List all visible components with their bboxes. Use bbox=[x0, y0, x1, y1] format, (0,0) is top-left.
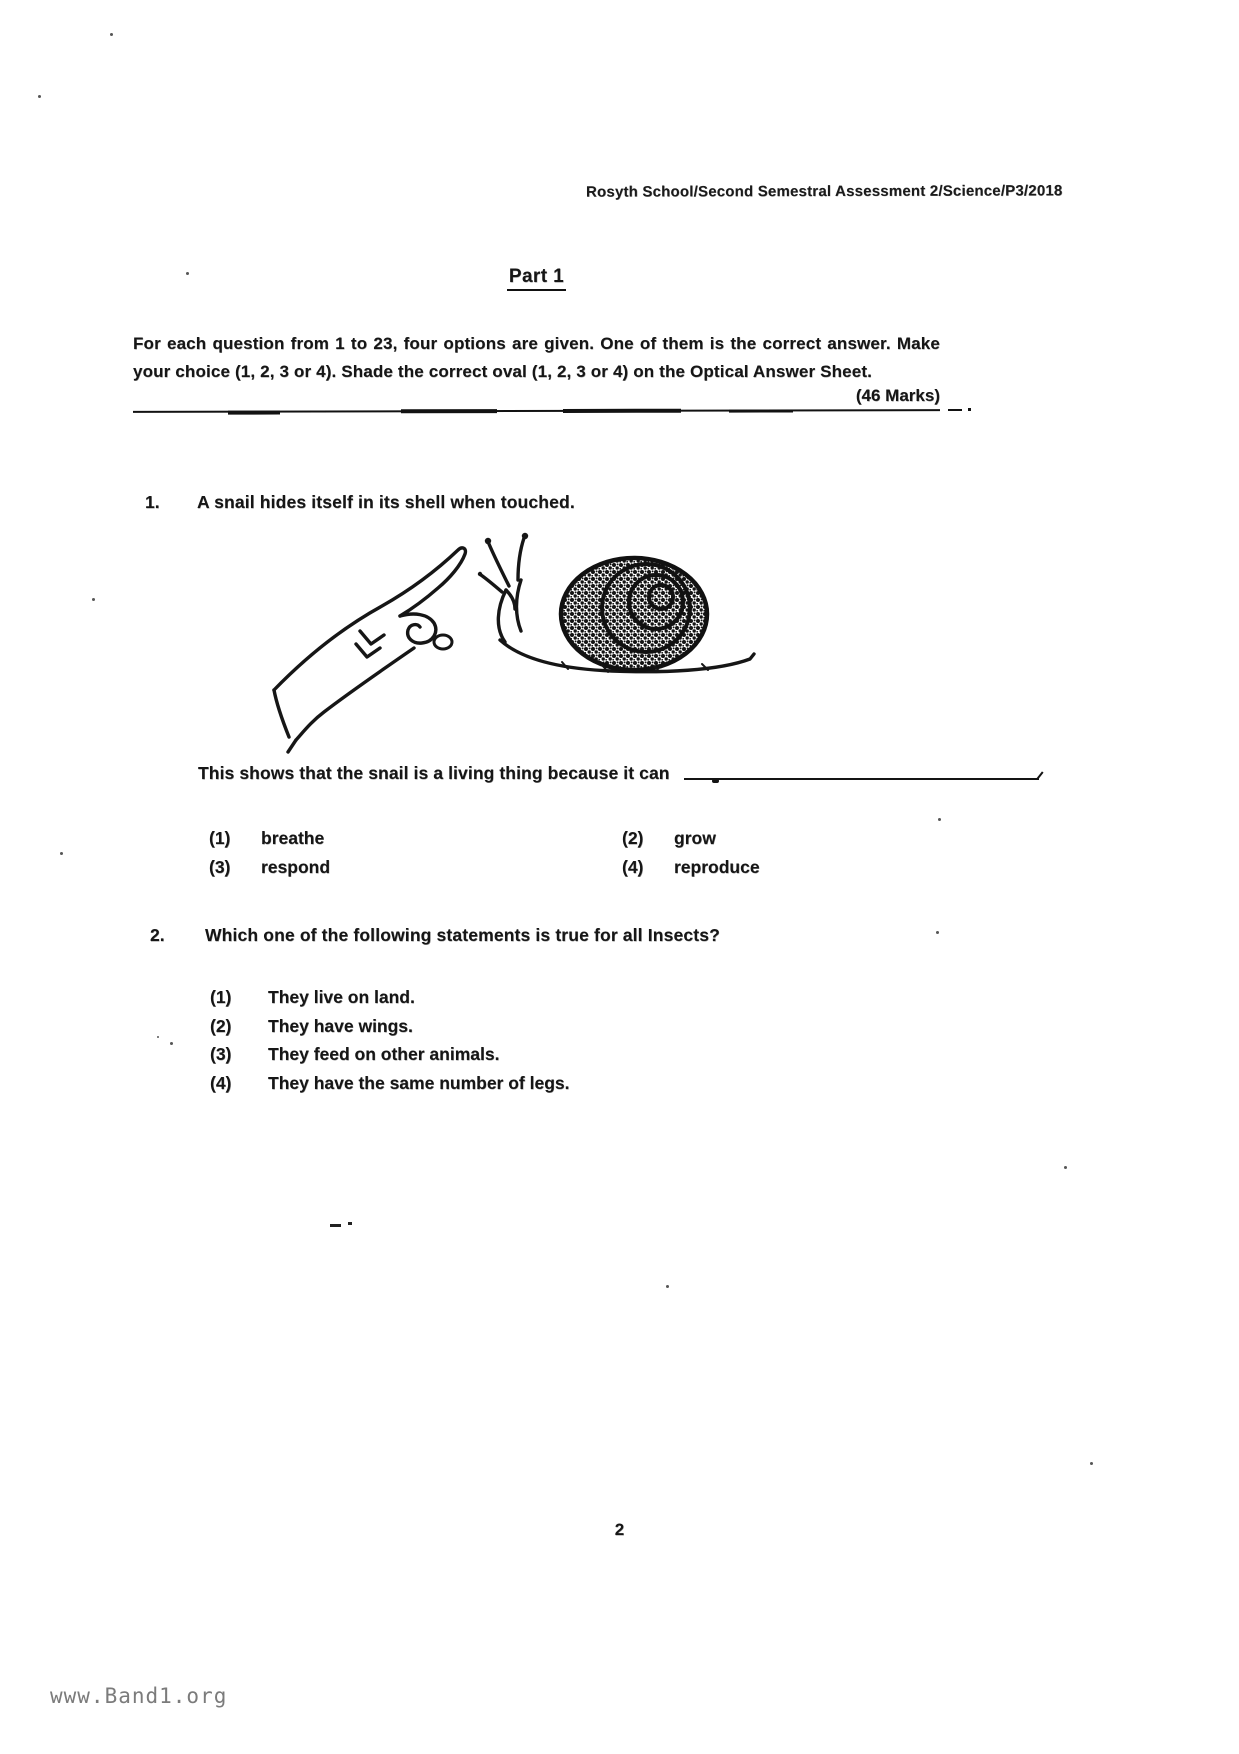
option-text: They have the same number of legs. bbox=[268, 1072, 570, 1093]
instructions-underline bbox=[133, 409, 940, 413]
option-text: They feed on other animals. bbox=[268, 1044, 500, 1064]
option-label: (1) bbox=[210, 987, 232, 1007]
part-title: Part 1 bbox=[507, 266, 566, 291]
option-text: grow bbox=[674, 828, 716, 848]
scan-speck bbox=[186, 272, 189, 275]
scan-speck bbox=[1064, 1166, 1067, 1169]
watermark: www.Band1.org bbox=[50, 1684, 228, 1708]
option-label: (4) bbox=[210, 1072, 232, 1093]
pointing-hand-icon bbox=[274, 548, 465, 752]
scan-speck bbox=[1090, 1462, 1093, 1465]
question2-options bbox=[210, 983, 569, 1097]
part-title-wrap bbox=[133, 266, 940, 291]
scan-speck bbox=[938, 818, 941, 821]
option-text: breathe bbox=[261, 828, 325, 848]
scan-speck bbox=[170, 1042, 173, 1045]
question1-figure bbox=[262, 528, 762, 756]
marks-label: (46 Marks) bbox=[855, 386, 940, 405]
scan-dash-mark bbox=[330, 1222, 360, 1228]
option-text: reproduce bbox=[674, 857, 760, 877]
option-text: They live on land. bbox=[268, 987, 415, 1007]
option-label: (3) bbox=[209, 857, 231, 877]
underline-dot bbox=[968, 408, 971, 411]
option-label: (4) bbox=[622, 857, 644, 877]
option-text: They have wings. bbox=[268, 1015, 413, 1036]
question1-prompt: This shows that the snail is a living thing because it can bbox=[198, 763, 670, 783]
question1-number: 1. bbox=[145, 492, 160, 512]
option-label: (2) bbox=[210, 1015, 232, 1036]
question1-text: A snail hides itself in its shell when touched. bbox=[197, 492, 575, 512]
page-number: 2 bbox=[614, 1520, 625, 1539]
snail-icon bbox=[478, 533, 754, 672]
underline-dash bbox=[948, 409, 962, 411]
option-label: (3) bbox=[210, 1044, 232, 1064]
scan-speck bbox=[38, 95, 41, 98]
scan-speck bbox=[936, 931, 939, 934]
option-label: (2) bbox=[622, 828, 644, 848]
scan-speck bbox=[110, 33, 113, 36]
question2-text: Which one of the following statements is true for all Insects? bbox=[205, 925, 720, 945]
option-text: respond bbox=[261, 857, 331, 877]
scan-speck bbox=[60, 852, 63, 855]
snail-touch-illustration bbox=[262, 528, 762, 756]
option-label: (1) bbox=[209, 828, 231, 848]
instructions-text: For each question from 1 to 23, four options are given. One of them is the correct answer. Make your choice (1, 2, 3 or 4). Shade the correct oval (1, 2, 3 or 4) on the Optical Answer Sheet. bbox=[133, 334, 940, 381]
answer-blank-line bbox=[684, 778, 1039, 780]
scan-speck bbox=[666, 1285, 669, 1288]
question2-number: 2. bbox=[150, 925, 165, 945]
scan-speck bbox=[92, 598, 95, 601]
exam-header: Rosyth School/Second Semestral Assessment 2/Science/P3/2018 bbox=[585, 182, 1063, 201]
question1-prompt-row bbox=[198, 763, 1043, 784]
scan-speck bbox=[157, 1036, 159, 1038]
question1-options bbox=[209, 824, 760, 882]
